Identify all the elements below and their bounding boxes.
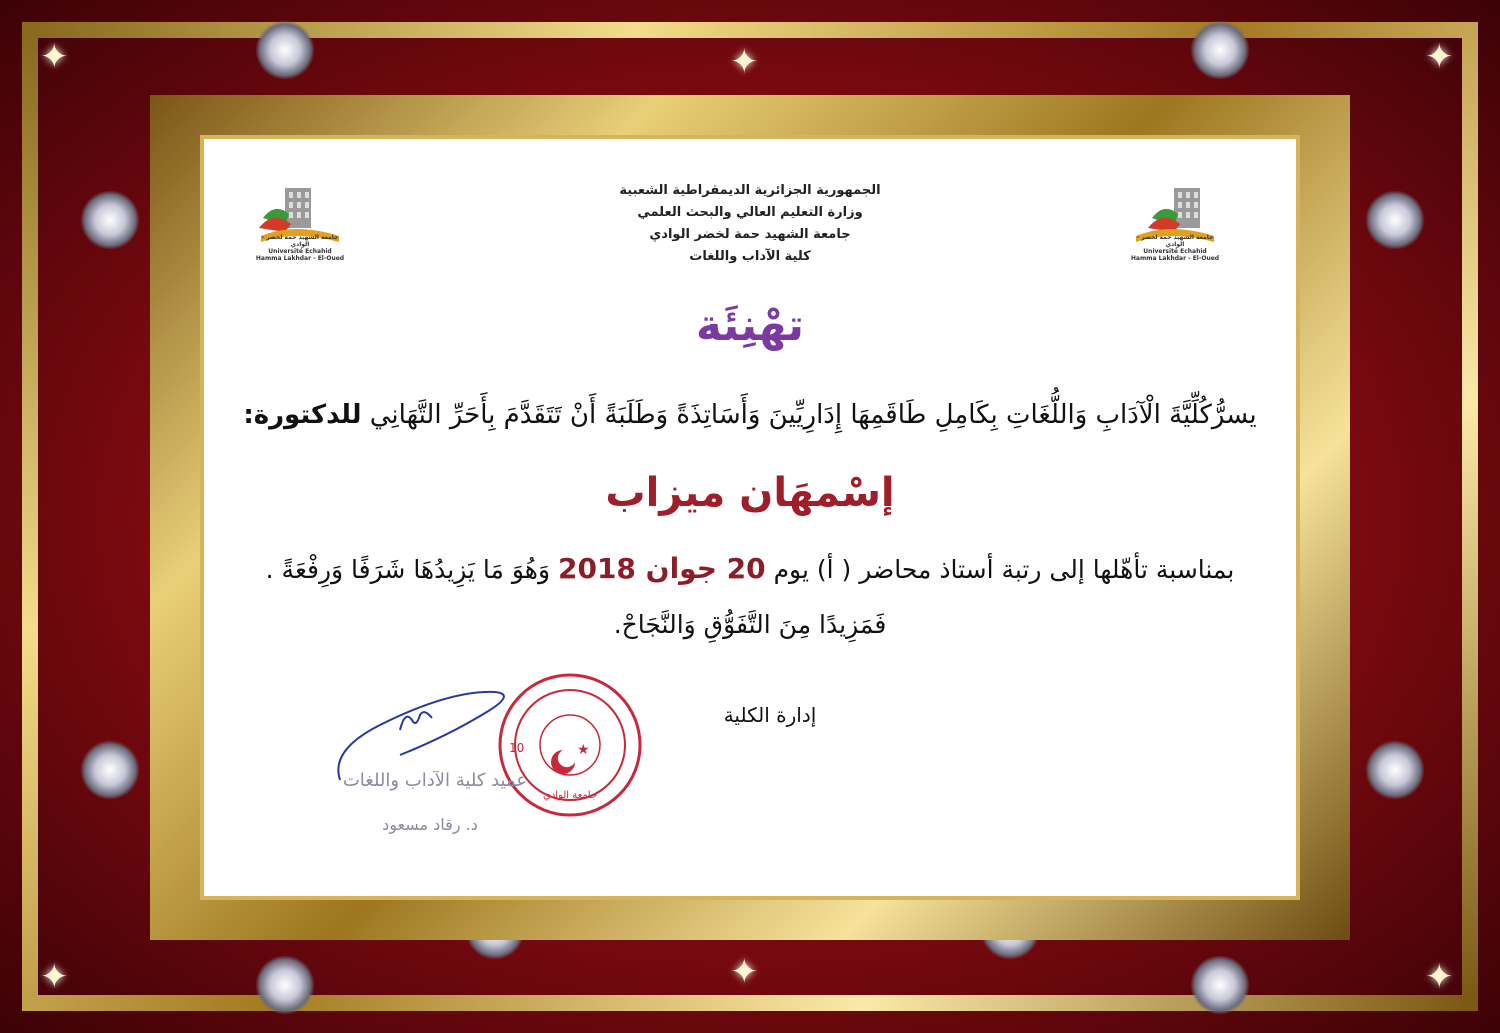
sparkle-icon: ✦ <box>730 42 759 82</box>
stamp-label: جامعة الوادي <box>543 790 597 801</box>
snowflake-ornament <box>80 740 140 800</box>
occasion-text: بمناسبة تأهّلها إلى رتبة أستاذ محاضر ( أ) يوم <box>773 555 1235 584</box>
sparkle-icon: ✦ <box>40 37 69 77</box>
sparkle-icon: ✦ <box>1425 957 1454 997</box>
snowflake-ornament <box>255 955 315 1015</box>
logo-caption-latin: Université Echahid Hamma Lakhdar - El-Oued <box>1130 248 1220 262</box>
intro-text: يسرُّكُلِّيَّةَ الْآدَابِ وَاللُّغَاتِ بِكَامِلِ طَاقَمِهَا إِدَارِيِّينَ وَأَسَاتِذَةً وَطَلَبَةً أَنْ تَتَقَدَّمَ بِأَحَرِّ التَّهَانِي <box>369 400 1257 430</box>
svg-text:★: ★ <box>577 742 590 758</box>
dean-name: د. رقاد مسعود <box>382 815 478 834</box>
stamp-number: 10 <box>509 741 525 755</box>
occasion-paragraph <box>210 552 1290 585</box>
header-faculty: كلية الآداب واللغات <box>689 249 811 264</box>
sparkle-icon: ✦ <box>1425 37 1454 77</box>
official-stamp <box>495 670 645 820</box>
sparkle-icon: ✦ <box>40 957 69 997</box>
snowflake-ornament <box>1365 740 1425 800</box>
header-ministry: وزارة التعليم العالي والبحث العلمي <box>637 205 863 220</box>
occasion-closing: وَهُوَ مَا يَزِيدُهَا شَرَفًا وَرِفْعَةً . <box>265 555 551 584</box>
intro-addressee: للدكتورة: <box>243 400 362 430</box>
header-republic: الجمهورية الجزائرية الديمقراطية الشعبية <box>619 183 881 198</box>
certificate-title: تهْنِئَة <box>695 300 805 351</box>
snowflake-ornament <box>1190 955 1250 1015</box>
faculty-administration: إدارة الكلية <box>723 703 817 727</box>
intro-paragraph <box>210 400 1290 430</box>
sparkle-icon: ✦ <box>730 952 759 992</box>
wish-line: فَمَزِيدًا مِنَ التَّفَوُّقِ وَالنَّجَاحْ. <box>613 610 887 639</box>
logo-caption-arabic: جامعة الشهيد حمة لخضر - الوادي <box>261 234 339 248</box>
header-university: جامعة الشهيد حمة لخضر الوادي <box>649 227 851 242</box>
institution-header <box>0 180 1500 268</box>
dean-title: عميد كلية الآداب واللغات <box>342 770 528 791</box>
snowflake-ornament <box>1190 20 1250 80</box>
logo-caption-latin: Université Echahid Hamma Lakhdar - El-Oued <box>255 248 345 262</box>
recipient-name: إسْمهَان ميزاب <box>605 470 895 516</box>
occasion-date: 20 جوان 2018 <box>557 552 766 585</box>
snowflake-ornament <box>255 20 315 80</box>
logo-caption-arabic: جامعة الشهيد حمة لخضر - الوادي <box>1136 234 1214 248</box>
